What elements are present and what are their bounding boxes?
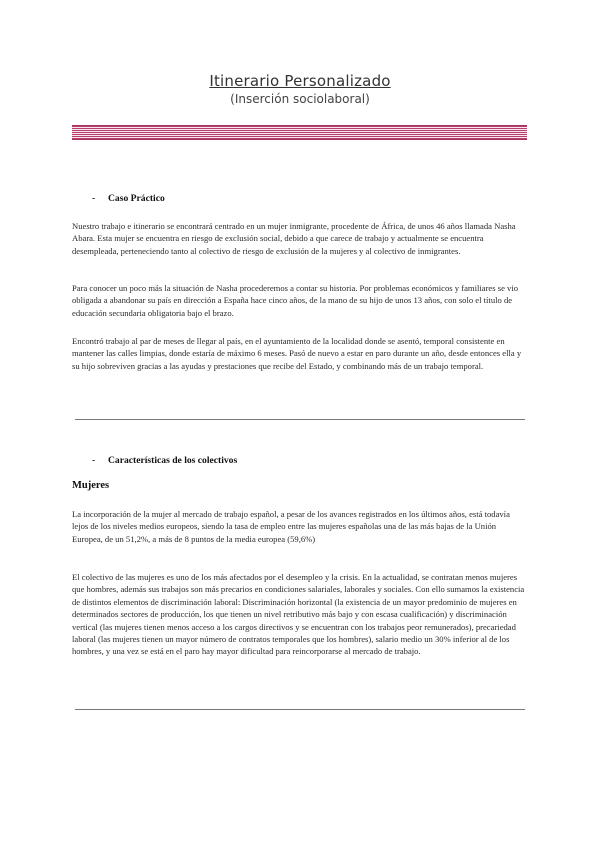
- paragraph-employment-rate: La incorporación de la mujer al mercado de trabajo español, a pesar de los avances registrados en los últimos años, está todavía lejos de los niveles medios europeos, siendo la tasa de empleo entre las mujeres españolas una de las más bajas de la Unión Europea, de un 51,2%, a más de 8 puntos de la media europea (59,6%): [72, 509, 510, 544]
- heading-text: Caso Práctico: [108, 193, 165, 204]
- paragraph-discrimination: El colectivo de las mujeres es uno de los más afectados por el desempleo y la crisis. En la actualidad, se contratan menos mujeres que hombres, además sus trabajos son más precarios en condiciones salariales, laborales y sociales. Con ello sumamos la existencia de distintos elementos de discriminación laboral: Discriminación horizontal (la existencia de un mayor predominio de mujeres en determinados sectores de producción, los que tienen un nivel retributivo más bajo y con escasa cualificación) y discriminación vertical (las mujeres tienen menos acceso a los cargos directivos y se encuentran con los trabajos peor remunerados), precariedad laboral (las mujeres tienen un mayor número de contratos temporales que los hombres), salario medio un 30% inferior al de los hombres, y una vez se está en el paro hay mayor dificultad para reincorporarse al mercado de trabajo.: [72, 572, 525, 657]
- heading-text: Características de los colectivos: [108, 455, 238, 466]
- heading-bullet: -: [92, 193, 96, 204]
- subheading-mujeres: Mujeres: [72, 480, 110, 491]
- paragraph-work-history: Encontró trabajo al par de meses de llegar al país, en el ayuntamiento de la localidad donde se asentó, temporal consistente en mantener las calles limpias, donde estaría de máximo 6 meses. Pasó de nuevo a estar en paro durante un año, desde entonces ella y su hijo sobreviven gracias a las ayudas y prestaciones que recibe del Estado, y combinando más de un trabajo temporal.: [72, 336, 522, 371]
- heading-bullet: -: [92, 455, 96, 466]
- document-title: Itinerario Personalizado: [209, 72, 391, 90]
- decorative-header-band: [72, 125, 527, 140]
- section-heading-caso-practico: [92, 193, 165, 204]
- paragraph-situation: Para conocer un poco más la situación de Nasha procederemos a contar su historia. Por problemas económicos y familiares se vio obligada a abandonar su país en dirección a España hace cinco años, de la mano de su hijo de unos 13 años, con solo el título de educación secundaria obligatoria bajo el brazo.: [72, 283, 519, 318]
- section-divider: [75, 419, 525, 420]
- section-divider-bottom: [75, 709, 525, 710]
- section-heading-caracteristicas: [92, 455, 237, 466]
- paragraph-intro: Nuestro trabajo e itinerario se encontrará centrado en un mujer inmigrante, procedente de África, de unos 46 años llamada Nasha Abara. Esta mujer se encuentra en riesgo de exclusión social, debido a que carece de trabajo y actualmente se encuentra desempleada, perteneciendo tanto al colectivo de riesgo de exclusión de la mujeres y al colectivo de inmigrantes.: [72, 221, 516, 256]
- document-subtitle: (Inserción sociolaboral): [230, 92, 370, 106]
